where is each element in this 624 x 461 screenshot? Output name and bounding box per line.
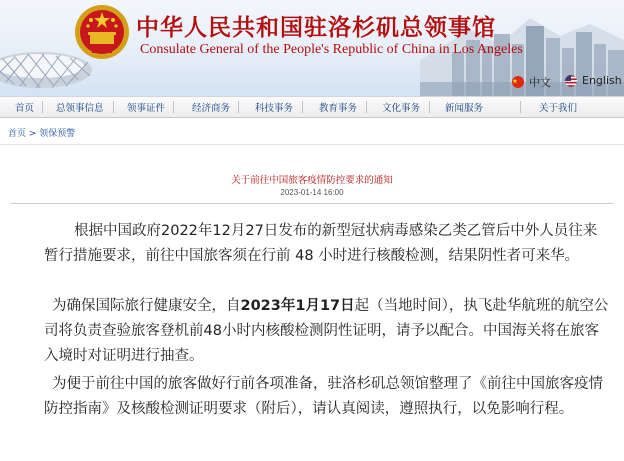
paragraph-2-lead: 为确保国际旅行健康安全，自 — [52, 298, 241, 314]
nav-item-consul-general[interactable]: 总领事信息 — [56, 103, 104, 114]
paragraph-2-date-highlight: 2023年1月17日 — [240, 298, 355, 314]
nav-item-economy-commerce[interactable]: 经济商务 — [192, 103, 231, 114]
header-banner — [0, 0, 624, 96]
article-date: 2023-01-14 16:00 — [280, 188, 344, 197]
paragraph-2-rest: 起（当地时间），执飞赴华航班的航空公司将负责查验旅客登机前48小时内核酸检测阴性证明，请予以配合。中国海关将在旅客入境时对证明进行抽查。 — [44, 298, 609, 364]
nav-item-consular-documents[interactable]: 领事证件 — [127, 103, 166, 114]
breadcrumb[interactable]: 首页 > 领保预警 — [8, 129, 76, 139]
divider — [0, 144, 624, 145]
national-emblem-icon — [74, 4, 130, 60]
language-english-label: English — [582, 74, 622, 87]
nav-separator — [238, 101, 239, 113]
nav-separator — [173, 101, 174, 113]
nav-item-science-technology[interactable]: 科技事务 — [255, 103, 294, 114]
nav-item-education[interactable]: 教育事务 — [319, 103, 358, 114]
nav-separator — [520, 101, 521, 113]
site-title-chinese[interactable]: 中华人民共和国驻洛杉矶总领事馆 — [136, 14, 496, 41]
nav-separator — [113, 101, 114, 113]
nav-item-culture[interactable]: 文化事务 — [382, 103, 421, 114]
nav-item-home[interactable]: 首页 — [15, 103, 35, 114]
language-chinese-link[interactable] — [510, 74, 551, 90]
article-paragraph-1: 根据中国政府2022年12月27日发布的新型冠状病毒感染乙类乙管后中外人员往来暂行措施要求，前往中国旅客须在行前 48 小时进行核酸检测，结果阴性者可来华。 — [44, 223, 598, 264]
us-flag-icon — [563, 75, 579, 87]
nav-separator — [302, 101, 303, 113]
article-paragraph-3: 为便于前往中国的旅客做好行前各项准备，驻洛杉矶总领馆整理了《前往中国旅客疫情防控指南》及核酸检测证明要求（附后），请认真阅读，遵照执行，以免影响行程。 — [44, 376, 603, 417]
language-english-link[interactable] — [563, 74, 622, 87]
nav-separator — [366, 101, 367, 113]
article-divider — [10, 203, 614, 204]
nav-separator — [429, 101, 430, 113]
site-title-english[interactable]: Consulate General of the People's Republic of China in Los Angeles — [140, 42, 523, 57]
nav-item-news-service[interactable]: 新闻服务 — [445, 103, 484, 114]
nav-separator — [42, 101, 43, 113]
nav-item-about-us[interactable]: 关于我们 — [539, 103, 578, 114]
main-navigation — [0, 96, 624, 118]
china-flag-icon — [510, 76, 526, 88]
article-title: 关于前往中国旅客疫情防控要求的通知 — [231, 175, 393, 186]
language-chinese-label: 中文 — [529, 76, 551, 89]
article-paragraph-2 — [44, 294, 610, 369]
